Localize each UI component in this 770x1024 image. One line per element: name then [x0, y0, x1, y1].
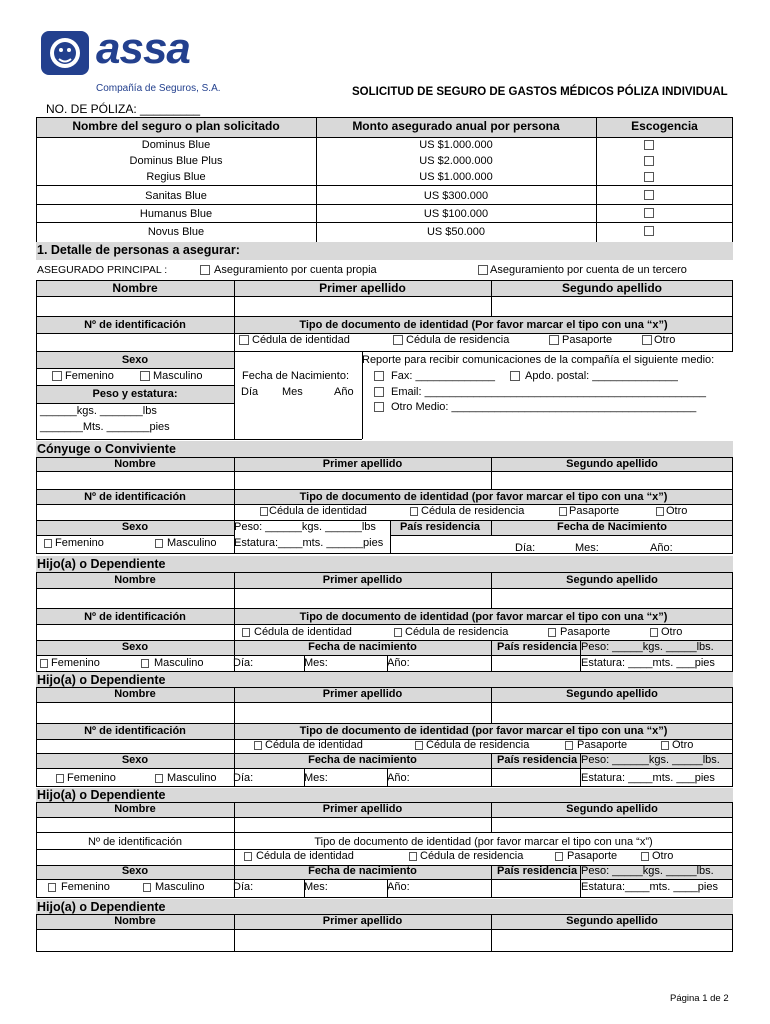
conyuge-title: Cónyuge o Conviviente [37, 442, 176, 456]
dep3-residencia-checkbox[interactable] [409, 852, 417, 861]
dep2-segundo-header: Segundo apellido [566, 688, 658, 700]
dependiente-4-grid [36, 914, 733, 952]
principal-email-label: Email: ______________________________________________ [391, 386, 707, 398]
plan-select-checkbox[interactable] [644, 156, 654, 166]
conyuge-birth-year[interactable]: Año: [650, 542, 673, 554]
dep3-masculino-checkbox[interactable] [143, 883, 151, 892]
dep2-cedula-checkbox[interactable] [254, 741, 262, 750]
dep1-primer-input[interactable] [235, 589, 490, 607]
conyuge-femenino-checkbox[interactable] [44, 539, 52, 548]
conyuge-femenino-label: Femenino [55, 537, 104, 549]
dep1-masculino-label: Masculino [154, 657, 204, 669]
dep3-doc-header: Tipo de documento de identidad (por favor marcar el tipo con una “x”) [314, 836, 653, 848]
conyuge-cedula-label: Cédula de identidad [269, 505, 367, 517]
dependiente-1-grid [36, 572, 733, 672]
principal-id-input[interactable] [37, 334, 233, 350]
dep2-peso-line[interactable]: Peso: ______kgs. _____lbs. [581, 754, 720, 766]
dep2-birth-day[interactable]: Día: [233, 772, 254, 784]
dep1-nombre-input[interactable] [37, 589, 233, 607]
dep2-nombre-header: Nombre [114, 688, 156, 700]
own-account-checkbox[interactable] [200, 265, 210, 275]
dep1-nombre-header: Nombre [114, 574, 156, 586]
conyuge-sexo-header: Sexo [121, 521, 149, 533]
dep1-birth-month[interactable]: Mes: [304, 657, 328, 669]
dep1-masculino-checkbox[interactable] [141, 659, 149, 668]
dep3-otro-checkbox[interactable] [641, 852, 649, 861]
dep1-estatura-line[interactable]: Estatura: ____mts. ___pies [581, 657, 715, 669]
conyuge-otro-checkbox[interactable] [656, 507, 664, 516]
principal-sexo-header: Sexo [121, 354, 149, 366]
conyuge-id-input[interactable] [37, 505, 233, 519]
dep3-primer-input[interactable] [235, 818, 490, 832]
dep2-pais-header: País residencia [497, 754, 578, 766]
dep2-otro-checkbox[interactable] [661, 741, 669, 750]
dep3-nombre-header: Nombre [114, 803, 156, 815]
principal-kgs-line[interactable]: ______kgs. _______lbs [40, 405, 157, 417]
dep1-id-input[interactable] [37, 625, 233, 639]
dep1-femenino-checkbox[interactable] [40, 659, 48, 668]
dep3-femenino-checkbox[interactable] [48, 883, 56, 892]
dependiente-3-title: Hijo(a) o Dependiente [37, 788, 166, 802]
dep4-nombre-header: Nombre [114, 915, 156, 927]
principal-cedula-label: Cédula de identidad [252, 334, 350, 346]
dep2-sexo-header: Sexo [121, 754, 149, 766]
dep1-otro-label: Otro [661, 626, 683, 638]
principal-cedula-checkbox[interactable] [239, 335, 249, 345]
principal-doc-header: Tipo de documento de identidad (Por favor marcar el tipo con una “x”) [299, 319, 668, 331]
conyuge-primer-input[interactable] [235, 472, 490, 488]
plan-amount: US $1.000.000 [419, 139, 493, 151]
principal-fax-checkbox[interactable] [374, 371, 384, 381]
plans-header-name: Nombre del seguro o plan solicitado [72, 119, 280, 133]
dependiente-1-title: Hijo(a) o Dependiente [37, 557, 166, 571]
conyuge-masculino-checkbox[interactable] [155, 539, 163, 548]
dep2-id-input[interactable] [37, 740, 233, 753]
principal-pasaporte-label: Pasaporte [562, 334, 613, 346]
principal-otro-label: Otro [654, 334, 676, 346]
dep2-primer-header: Primer apellido [322, 688, 403, 700]
principal-nombre-header: Nombre [112, 281, 158, 295]
principal-otro-checkbox[interactable] [642, 335, 652, 345]
principal-segundo-header: Segundo apellido [561, 281, 662, 295]
principal-residencia-checkbox[interactable] [393, 335, 403, 345]
principal-apdo-checkbox[interactable] [510, 371, 520, 381]
plan-amount: US $50.000 [426, 226, 486, 238]
plan-name: Humanus Blue [139, 208, 213, 220]
dep1-residencia-label: Cédula de residencia [405, 626, 509, 638]
conyuge-pais-header: País residencia [399, 521, 481, 533]
principal-birth-month[interactable]: Mes [282, 386, 303, 398]
conyuge-residencia-checkbox[interactable] [410, 507, 418, 516]
plans-table [36, 117, 733, 242]
principal-birth-year[interactable]: Año [334, 386, 354, 398]
dependiente-4-title: Hijo(a) o Dependiente [37, 900, 166, 914]
dep3-segundo-header: Segundo apellido [566, 803, 658, 815]
conyuge-doc-header: Tipo de documento de identidad (por favor marcar el tipo con una “x”) [299, 491, 668, 503]
conyuge-pais-input[interactable] [391, 536, 490, 552]
conyuge-id-header: Nº de identificación [84, 491, 186, 503]
conyuge-cedula-checkbox[interactable] [260, 507, 268, 516]
plan-select-checkbox[interactable] [644, 226, 654, 236]
dep4-segundo-input[interactable] [492, 930, 732, 950]
plan-name: Dominus Blue [141, 139, 211, 151]
dep1-pais-header: País residencia [497, 641, 578, 653]
dep2-segundo-input[interactable] [492, 703, 732, 721]
conyuge-estatura-line[interactable]: Estatura:____mts. ______pies [234, 537, 384, 549]
plan-amount: US $100.000 [423, 208, 489, 220]
principal-email-checkbox[interactable] [374, 387, 384, 397]
dep2-nombre-input[interactable] [37, 703, 233, 721]
dep4-primer-header: Primer apellido [322, 915, 403, 927]
policy-number-label[interactable]: NO. DE PÓLIZA: _________ [46, 102, 201, 116]
conyuge-nombre-input[interactable] [37, 472, 233, 488]
dep3-nombre-input[interactable] [37, 818, 233, 832]
dep3-residencia-label: Cédula de residencia [420, 850, 524, 862]
dep4-nombre-input[interactable] [37, 930, 233, 950]
conyuge-birth-month[interactable]: Mes: [575, 542, 599, 554]
principal-masculino-checkbox[interactable] [140, 371, 150, 381]
dep1-cedula-label: Cédula de identidad [254, 626, 352, 638]
third-party-checkbox[interactable] [478, 265, 488, 275]
company-logo [40, 24, 240, 100]
dependiente-2-title: Hijo(a) o Dependiente [37, 673, 166, 687]
dep3-cedula-checkbox[interactable] [244, 852, 252, 861]
dep3-fecha-header: Fecha de nacimiento [308, 865, 417, 877]
dep3-birth-month[interactable]: Mes: [304, 881, 328, 893]
section1-title: 1. Detalle de personas a asegurar: [37, 243, 240, 257]
dep1-pasaporte-checkbox[interactable] [548, 628, 556, 637]
conyuge-peso-line[interactable]: Peso: ______kgs. ______lbs [234, 521, 376, 533]
dep2-pasaporte-checkbox[interactable] [565, 741, 573, 750]
dep3-primer-header: Primer apellido [322, 803, 403, 815]
dep3-femenino-label: Femenino [61, 881, 110, 893]
dep2-birth-month[interactable]: Mes: [304, 772, 328, 784]
dep2-masculino-label: Masculino [167, 772, 217, 784]
plans-header-choice: Escogencia [631, 119, 698, 133]
dep2-residencia-label: Cédula de residencia [426, 739, 530, 751]
dep2-residencia-checkbox[interactable] [415, 741, 423, 750]
dep3-pasaporte-checkbox[interactable] [555, 852, 563, 861]
dep2-femenino-label: Femenino [67, 772, 116, 784]
plan-select-checkbox[interactable] [644, 190, 654, 200]
dep1-birth-day[interactable]: Día: [233, 657, 254, 669]
conyuge-grid [36, 457, 733, 555]
plans-header-amount: Monto asegurado anual por persona [352, 119, 560, 133]
conyuge-segundo-input[interactable] [492, 472, 732, 488]
conyuge-pasaporte-checkbox[interactable] [559, 507, 567, 516]
dep1-segundo-header: Segundo apellido [566, 574, 658, 586]
plan-amount: US $300.000 [423, 190, 489, 202]
principal-apdo-label: Apdo. postal: ______________ [525, 370, 678, 382]
dep3-masculino-label: Masculino [155, 881, 205, 893]
dep1-femenino-label: Femenino [51, 657, 100, 669]
conyuge-masculino-label: Masculino [167, 537, 217, 549]
dependiente-3-grid [36, 802, 733, 898]
dep1-birth-year[interactable]: Año: [387, 657, 410, 669]
principal-primer-header: Primer apellido [319, 281, 406, 295]
lion-emblem-icon [40, 30, 90, 76]
plan-name: Sanitas Blue [145, 190, 207, 202]
principal-otro-medio-label: Otro Medio: ________________________________________ [391, 401, 697, 413]
dep2-estatura-line[interactable]: Estatura: ____mts. ___pies [581, 772, 715, 784]
principal-femenino-checkbox[interactable] [52, 371, 62, 381]
conyuge-primer-header: Primer apellido [322, 458, 403, 470]
dep4-segundo-header: Segundo apellido [566, 915, 658, 927]
dependiente-2-grid [36, 687, 733, 787]
dep4-primer-input[interactable] [235, 930, 490, 950]
dep3-id-input[interactable] [37, 850, 233, 864]
dep2-cedula-label: Cédula de identidad [265, 739, 363, 751]
principal-report-label: Reporte para recibir comunicaciones de la compañía el siguiente medio: [362, 354, 715, 366]
dep2-doc-header: Tipo de documento de identidad (por favor marcar el tipo con una “x”) [299, 725, 668, 737]
principal-residencia-label: Cédula de residencia [406, 334, 510, 346]
dep3-sexo-header: Sexo [121, 865, 149, 877]
principal-segundo-input[interactable] [492, 297, 732, 315]
principal-peso-header: Peso y estatura: [92, 388, 178, 400]
conyuge-pasaporte-label: Pasaporte [569, 505, 620, 517]
conyuge-residencia-label: Cédula de residencia [421, 505, 525, 517]
plan-amount: US $2.000.000 [419, 155, 493, 167]
principal-birth-day[interactable]: Día [241, 386, 259, 398]
dep2-primer-input[interactable] [235, 703, 490, 721]
dep3-cedula-label: Cédula de identidad [256, 850, 354, 862]
dep2-id-header: Nº de identificación [84, 725, 186, 737]
dep3-pais-header: País residencia [497, 865, 578, 877]
dep3-id-header: Nº de identificación [88, 836, 182, 848]
conyuge-segundo-header: Segundo apellido [566, 458, 658, 470]
dep2-fecha-header: Fecha de nacimiento [308, 754, 417, 766]
dep3-birth-day[interactable]: Día: [233, 881, 254, 893]
dep3-estatura-line[interactable]: Estatura:____mts. ____pies [581, 881, 718, 893]
dep3-birth-year[interactable]: Año: [387, 881, 410, 893]
principal-label: ASEGURADO PRINCIPAL : [37, 264, 168, 276]
plan-name: Regius Blue [146, 171, 206, 183]
conyuge-nombre-header: Nombre [114, 458, 156, 470]
conyuge-otro-label: Otro [666, 505, 688, 517]
plan-name: Dominus Blue Plus [129, 155, 223, 167]
dep1-doc-header: Tipo de documento de identidad (por favor marcar el tipo con una “x”) [299, 611, 668, 623]
plan-select-checkbox[interactable] [644, 208, 654, 218]
dep1-pasaporte-label: Pasaporte [560, 626, 611, 638]
principal-femenino-label: Femenino [65, 370, 114, 382]
principal-otro-medio-checkbox[interactable] [374, 402, 384, 412]
page-number: Página 1 de 2 [670, 993, 729, 1004]
dep1-sexo-header: Sexo [121, 641, 149, 653]
conyuge-fecha-header: Fecha de Nacimiento [556, 521, 668, 533]
dep1-primer-header: Primer apellido [322, 574, 403, 586]
principal-grid [36, 280, 733, 440]
dep2-birth-year[interactable]: Año: [387, 772, 410, 784]
principal-birth-label: Fecha de Nacimiento: [242, 370, 349, 382]
principal-masculino-label: Masculino [153, 370, 203, 382]
dep1-peso-line[interactable]: Peso: _____kgs. _____lbs. [581, 641, 714, 653]
dep2-femenino-checkbox[interactable] [56, 774, 64, 783]
dep1-id-header: Nº de identificación [84, 611, 186, 623]
dep2-otro-label: Otro [672, 739, 694, 751]
dep3-peso-line[interactable]: Peso: _____kgs. _____lbs. [581, 865, 714, 877]
principal-fax-label: Fax: _____________ [391, 370, 495, 382]
plan-name: Novus Blue [147, 226, 205, 238]
third-party-label: Aseguramiento por cuenta de un tercero [490, 264, 687, 276]
dep1-segundo-input[interactable] [492, 589, 732, 607]
plan-select-checkbox[interactable] [644, 140, 654, 150]
company-tagline: Compañía de Seguros, S.A. [96, 83, 221, 94]
dep2-masculino-checkbox[interactable] [155, 774, 163, 783]
dep2-pasaporte-label: Pasaporte [577, 739, 628, 751]
form-title: SOLICITUD DE SEGURO DE GASTOS MÉDICOS PÓLIZA INDIVIDUAL [352, 86, 728, 98]
principal-id-header: Nº de identificación [84, 319, 186, 331]
own-account-label: Aseguramiento por cuenta propia [214, 264, 377, 276]
conyuge-birth-day[interactable]: Día: [515, 542, 536, 554]
dep3-pasaporte-label: Pasaporte [567, 850, 618, 862]
principal-primer-input[interactable] [235, 297, 490, 315]
dep1-fecha-header: Fecha de nacimiento [308, 641, 417, 653]
plan-amount: US $1.000.000 [419, 171, 493, 183]
dep1-otro-checkbox[interactable] [650, 628, 658, 637]
dep3-otro-label: Otro [652, 850, 674, 862]
principal-nombre-input[interactable] [37, 297, 233, 315]
brand-wordmark: assa [96, 24, 190, 73]
principal-pasaporte-checkbox[interactable] [549, 335, 559, 345]
dep1-residencia-checkbox[interactable] [394, 628, 402, 637]
principal-mts-line[interactable]: _______Mts. _______pies [40, 421, 170, 433]
dep3-segundo-input[interactable] [492, 818, 732, 832]
dep1-cedula-checkbox[interactable] [242, 628, 250, 637]
plan-select-checkbox[interactable] [644, 172, 654, 182]
